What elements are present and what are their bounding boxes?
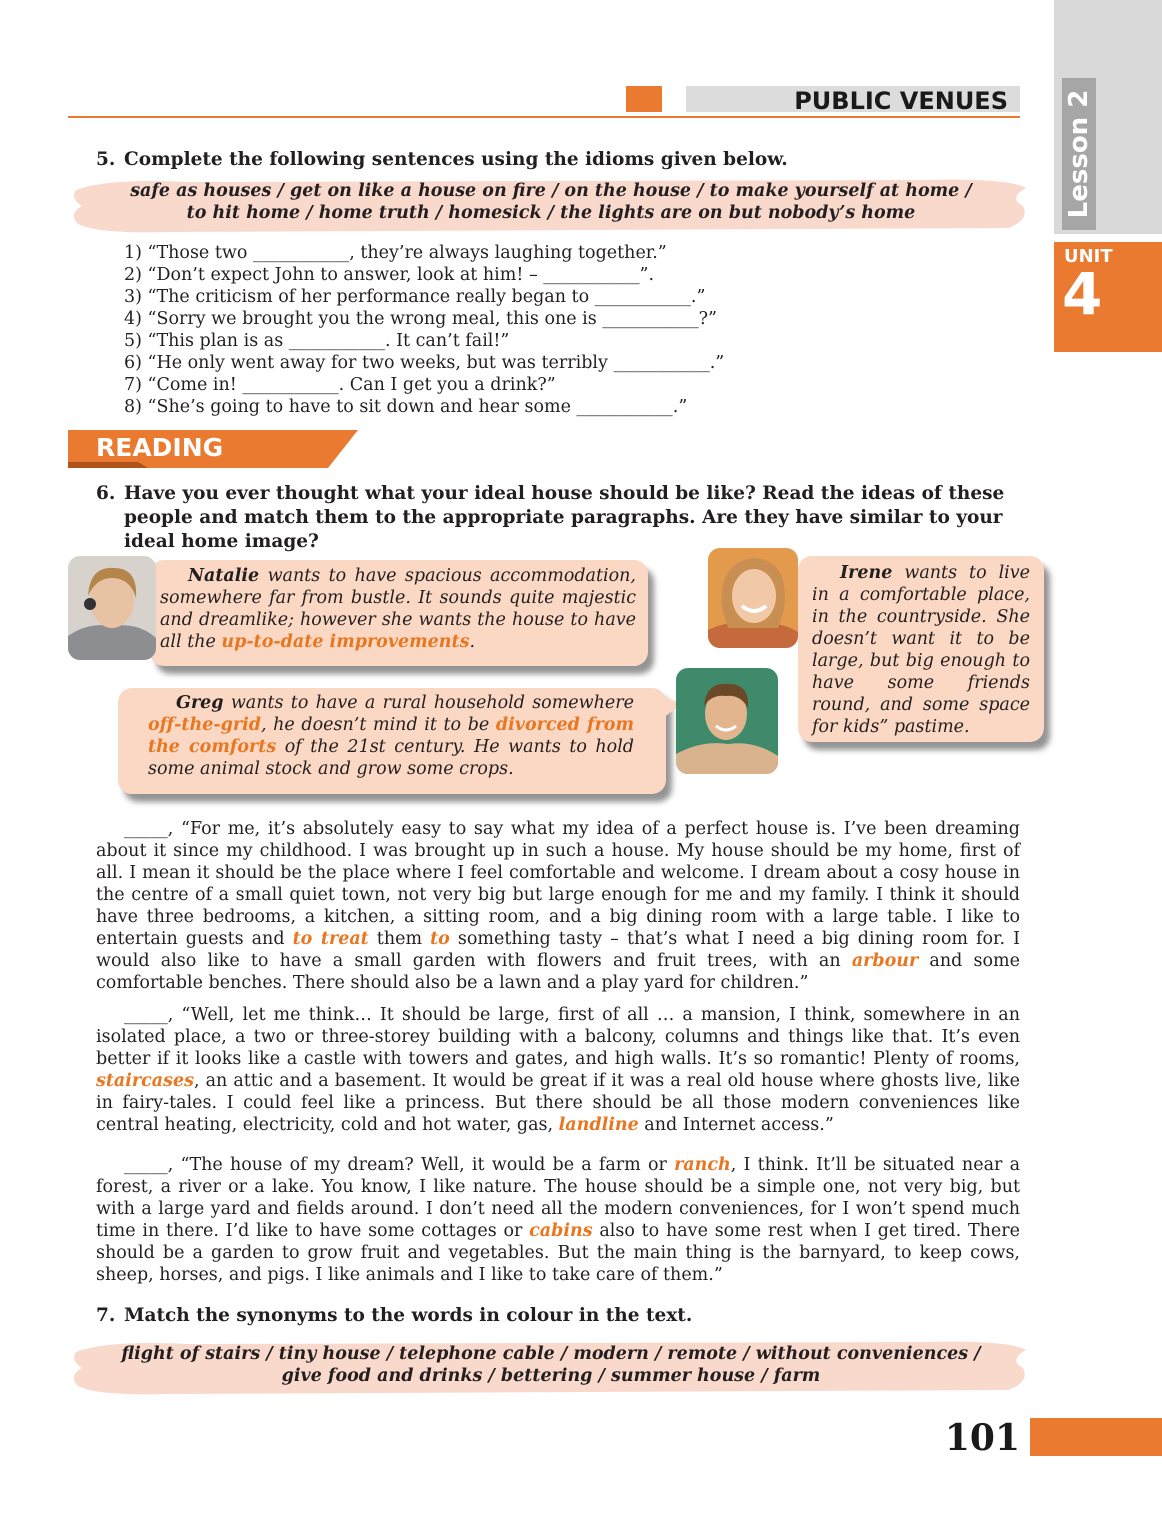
task6-line3: ideal home image? (124, 531, 319, 552)
p1-text-3: something tasty – that’s what I need a big dining room for. I would also like to have a small garden with flowers and fruit trees, with an (96, 929, 1020, 971)
hl-to-treat: to treat (292, 929, 369, 949)
p3-text-1: _____, “The house of my dream? Well, it would be a farm or (124, 1155, 675, 1175)
hl-arbour: arbour (851, 951, 919, 971)
sentence-8: 8) “She’s going to have to sit down and hear some ___________.” (124, 397, 688, 417)
sentence-5: 5) “This plan is as ___________. It can’t fail!” (124, 331, 510, 351)
sentence-7: 7) “Come in! ___________. Can I get you a drink?” (124, 375, 556, 395)
hl-to: to (430, 929, 450, 949)
lesson-label-wrap (1062, 78, 1096, 230)
irene-name: Irene (840, 563, 893, 583)
task7-heading (96, 1304, 1026, 1328)
irene-text-body: wants to live in a comfortable place, in the countryside. She doesn’t want it to be large, but big enough to have some friends round, and some space for kids” pastime. (812, 563, 1030, 737)
page-number-bar (1030, 1418, 1162, 1456)
hl-staircases: staircases (96, 1071, 194, 1091)
greg-text (148, 692, 634, 780)
sentence-1: 1) “Those two ___________, they’re always laughing together.” (124, 243, 667, 263)
page-title: PUBLIC VENUES (794, 87, 1008, 115)
natalie-text (160, 565, 636, 653)
task5-instruction: Complete the following sentences using the idioms given below. (124, 149, 788, 170)
hl-landline: landline (558, 1115, 639, 1135)
greg-name: Greg (176, 693, 224, 713)
header-orange-block (626, 86, 662, 112)
p3-text-2: , I think. It’ll be situated near a forest, a river or a lake. You know, I like nature. The house should be a simple one, not very big, but with a large yard and fields around. I don’t need all the modern conveniences, for I won’t spend much time in there. I’d like to have some cottages or (96, 1155, 1020, 1241)
p2-text-1: _____, “Well, let me think… It should be large, first of all … a mansion, I think, somewhere in an isolated place, a two or three-storey building with a balcony, columns and things like that. It’s even better if it looks like a castle with towers and gates, and high walls. It’s so romantic! Plenty of rooms, (96, 1005, 1020, 1069)
natalie-photo (68, 556, 156, 660)
task7-words (86, 1343, 1016, 1387)
sentence-6: 6) “He only went away for two weeks, but was terribly ___________.” (124, 353, 725, 373)
task6-heading (96, 482, 1026, 554)
task7-number: 7. (96, 1305, 116, 1326)
p1-text-2: them (368, 929, 431, 949)
p2-text-2: , an attic and a basement. It would be great if it was a real old house where ghosts live, like in fairy-tales. I could feel like a princess. But there should be all those modern conveniences like central heating, electricity, cold and hot water, gas, (96, 1071, 1020, 1135)
hl-cabins: cabins (529, 1221, 593, 1241)
words-line-1: flight of stairs / tiny house / telephone cable / modern / remote / without conveniences / (121, 1344, 981, 1364)
greg-photo (676, 668, 778, 774)
unit-label: UNIT (1064, 246, 1113, 267)
reading-heading: READING (96, 433, 224, 462)
words-line-2: give food and drinks / bettering / summer house / farm (281, 1366, 821, 1386)
sentence-3: 3) “The criticism of her performance really began to ___________.” (124, 287, 706, 307)
sentence-2: 2) “Don’t expect John to answer, look at him! – ___________”. (124, 265, 655, 285)
irene-photo (708, 548, 798, 648)
hl-up-to-date-improvements: up-to-date improvements (221, 632, 470, 652)
idioms-line-2: to hit home / home truth / homesick / the lights are on but nobody’s home (186, 203, 916, 223)
hl-ranch: ranch (674, 1155, 731, 1175)
paragraph-2 (96, 1004, 1020, 1136)
paragraph-3 (96, 1154, 1020, 1286)
lesson-label: Lesson 2 (1064, 89, 1094, 219)
task7-instruction: Match the synonyms to the words in colour in the text. (124, 1305, 693, 1326)
task5-idioms (86, 180, 1016, 224)
unit-number: 4 (1062, 260, 1103, 328)
idioms-line-1: safe as houses / get on like a house on fire / on the house / to make yourself at home / (130, 181, 972, 201)
task6-number: 6. (96, 483, 116, 504)
irene-text (812, 562, 1030, 738)
greg-text-1: wants to have a rural household somewhere (223, 693, 634, 713)
hl-divorced-from-the-comforts: divorced from the comforts (148, 715, 634, 757)
sentence-4: 4) “Sorry we brought you the wrong meal, this one is ___________?” (124, 309, 717, 329)
p3-text-3: also to have some rest when I get tired. There should be a garden to grow fruit and vegetables. But the main thing is the barnyard, to keep cows, sheep, horses, and pigs. I like animals and I like to take care of them.” (96, 1221, 1020, 1285)
natalie-text-2: . (469, 632, 476, 652)
task5-sentences (124, 242, 1004, 418)
natalie-name: Natalie (188, 566, 260, 586)
page-number: 101 (944, 1417, 1020, 1459)
p2-text-3: and Internet access.” (638, 1115, 834, 1135)
greg-text-2: , he doesn’t mind it to be (260, 715, 496, 735)
task5-number: 5. (96, 149, 116, 170)
p1-text-1: _____, “For me, it’s absolutely easy to say what my idea of a perfect house is. I’ve been dreaming about it since my childhood. I was brought up in such a house. My house should be my home, first of all. I mean it should be the place where I feel comfortable and welcome. I dream about a cosy house in the centre of a small quiet town, not very big but large enough for me and my family. I think it should have three bedrooms, a kitchen, a sitting room, and a big dining room with a large table. I like to entertain guests and (96, 819, 1020, 949)
natalie-text-1: wants to have spacious accommodation, somewhere far from bustle. It sounds quite majestic and dreamlike; however she wants the house to have all the (160, 566, 636, 652)
greg-text-3: of the 21st century. He wants to hold some animal stock and grow some crops. (148, 737, 635, 779)
p1-text-4: and some comfortable benches. There should also be a lawn and a play yard for children.” (96, 951, 1020, 993)
task5-heading (96, 148, 1026, 172)
header-rule (68, 116, 1020, 118)
task6-line2: people and match them to the appropriate paragraphs. Are they have similar to your (124, 507, 1003, 528)
task6-line1: Have you ever thought what your ideal house should be like? Read the ideas of these (124, 483, 1005, 504)
hl-off-the-grid: off-the-grid (148, 715, 261, 735)
paragraph-1 (96, 818, 1020, 994)
